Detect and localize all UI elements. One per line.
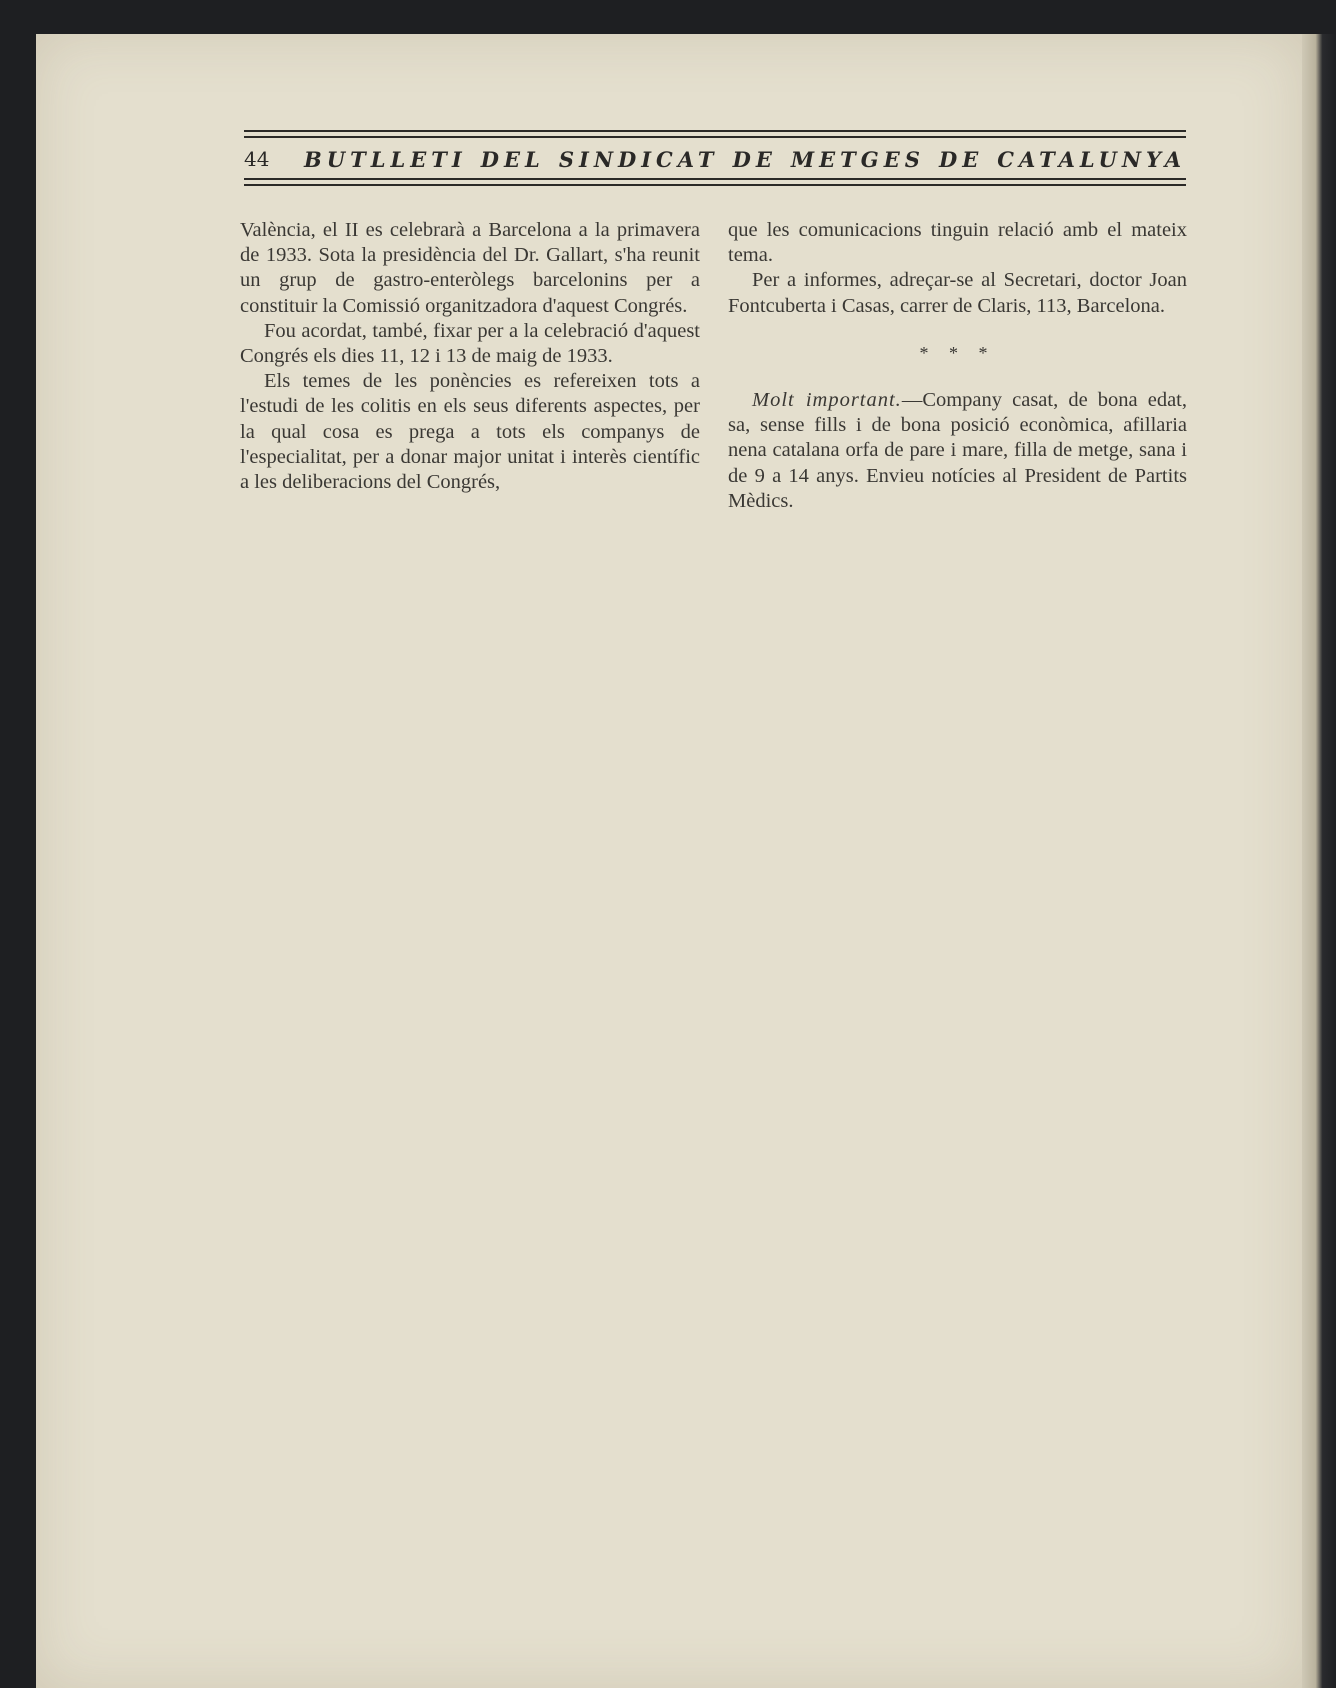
journal-title-word: BUTLLETI [304, 146, 467, 172]
notice-paragraph [728, 388, 1187, 514]
right-column [728, 218, 1187, 514]
paragraph: València, el II es celebrarà a Barcelona a la primavera de 1933. Sota la presidència del Dr. Gallart, s'ha reunit un grup de gastro-enteròlegs barcelonins per a constituir la Comissió organitzadora d'aquest Congrés. [240, 219, 700, 317]
journal-title-word: DEL [480, 146, 545, 172]
journal-title-word: DE [939, 146, 984, 172]
journal-title-word: METGES [790, 146, 925, 172]
header-rule-bottom-inner [244, 178, 1186, 180]
journal-title-word: SINDICAT [558, 146, 719, 172]
paragraph: que les comunicacions tinguin relació amb el mateix tema. [728, 219, 1187, 267]
header-rule-bottom [244, 184, 1186, 186]
header-rule-top [244, 130, 1186, 132]
page-header [244, 130, 1186, 190]
header-row [244, 144, 1186, 174]
section-separator: * * * [919, 342, 996, 363]
notice-lead: Molt important. [752, 389, 902, 412]
paragraph: Fou acordat, també, fixar per a la celebració d'aquest Congrés els dies 11, 12 i 13 de maig de 1933. [240, 319, 700, 368]
journal-title-word: CATALUNYA [997, 146, 1186, 172]
page-number: 44 [244, 147, 270, 171]
left-column [240, 218, 700, 495]
notice-body: —Company casat, de bona edat, sa, sense fills i de bona posició econòmica, afillaria nena catalana orfa de pare i mare, filla de metge, sana i de 9 a 14 anys. Envieu notícies al President de Partits Mèdics. [728, 389, 1187, 512]
paragraph: Per a informes, adreçar-se al Secretari, doctor Joan Fontcuberta i Casas, carrer de Claris, 113, Barcelona. [728, 269, 1187, 317]
journal-title-word: DE [732, 146, 777, 172]
page-edge [1302, 34, 1336, 1688]
header-rule-top-inner [244, 136, 1186, 138]
journal-title [274, 147, 1186, 172]
paragraph: Els temes de les ponències es refereixen tots a l'estudi de les colitis en els seus diferents aspectes, per la qual cosa es prega a tots els companys de l'especialitat, per a donar major unitat i interès científic a les deliberacions del Congrés, [240, 370, 700, 494]
